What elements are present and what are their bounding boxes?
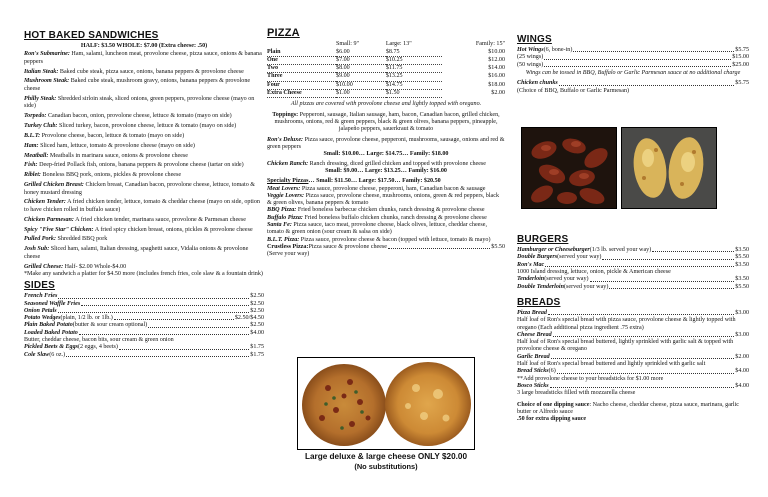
specialty-item — [267, 215, 505, 222]
chicken-chunks — [517, 80, 749, 87]
bread-price: $3.00 — [735, 331, 749, 338]
wing-item-name: Hot Wings — [517, 47, 544, 53]
sandwich-item — [24, 113, 264, 120]
side-item — [24, 308, 264, 315]
grilled-cheese — [24, 264, 264, 271]
burger-item — [517, 247, 749, 254]
side-item — [24, 293, 264, 300]
burger-item-price: $3.50 — [735, 247, 749, 253]
sandwich-desc: Provolone cheese, bacon, lettuce & tomato (mayo on side) — [40, 132, 185, 139]
pizza-price-large: $1.50 — [386, 90, 442, 98]
pizza-row — [267, 65, 505, 73]
burger-item-price: $5.50 — [735, 283, 749, 290]
sandwich-name: Meatball: — [24, 152, 49, 159]
rons-mac-desc: 1000 Island dressing, lettuce, onion, pickle & American cheese — [517, 268, 671, 275]
wings-note: Wings can be tossed in BBQ, Buffalo or Garlic Parmesan sauce at no additional charge — [525, 69, 741, 76]
bread-desc: Half loaf of Ron's special bread buttered and lightly sprinkled with garlic salt — [517, 361, 706, 368]
pizza-size-name: Plain — [267, 49, 336, 57]
sandwich-desc: Canadian bacon, onion, provolone cheese, lettuce & tomato (mayo on side) — [46, 112, 232, 119]
sandwich-name: Torpedo: — [24, 112, 47, 119]
bread-desc: Half loaf of Ron's special bread buttered, lightly sprinkled with garlic salt & topped with provolone cheese & oregano — [517, 339, 734, 353]
pizza-covered-note: All pizzas are covered with provolone cheese and lightly topped with oregano. — [290, 101, 482, 108]
side-item-name: Seasoned Waffle Fries — [24, 300, 81, 307]
wing-item — [517, 54, 749, 61]
crustless-note: (Serve your way) — [267, 251, 310, 258]
breads-list — [517, 310, 749, 398]
side-item-detail: (butter & sour cream optional) — [72, 322, 148, 329]
burger-item-name: Double Tenderloin — [517, 283, 565, 290]
burger-item-detail: (served your way) — [544, 276, 589, 283]
bread-name: Bread Sticks — [517, 368, 549, 375]
pizza-price-small: $1.00 — [336, 90, 386, 98]
pizza-size-name: Two — [267, 65, 336, 73]
sandwich-desc: Meatballs in marinara sauce, onions & provolone cheese — [48, 152, 188, 159]
pizza-price-small: $10.00 — [336, 81, 386, 89]
specialty-header — [267, 178, 505, 185]
sandwich-desc: Shredded sirloin steak, sliced onions, green peppers, provolone cheese (mayo on side) — [24, 95, 255, 109]
pizza-price-large: $14.75 — [386, 81, 442, 89]
side-item-name: Pickled Beets & Eggs — [24, 344, 78, 351]
burgers-list — [517, 247, 749, 269]
pizza-price-small: $8.00 — [336, 65, 386, 73]
pizza-header-small: Small: 9" — [336, 41, 359, 48]
hot-sandwiches-prices: HALF: $3.50 WHOLE: $7.00 (Extra cheese: .50) — [80, 43, 208, 49]
bread-price: $4.00 — [735, 383, 749, 389]
crustless-price: $5.50 — [491, 244, 505, 250]
dipping-sauce-options: : Nacho cheese, cheddar cheese, pizza sauce, marinara, garlic butter or Alfredo sauce — [517, 401, 740, 415]
burger-item — [517, 284, 749, 291]
burger-item — [517, 276, 749, 283]
bread-name: Pizza Bread — [517, 309, 547, 316]
sandwich-desc: A fried chicken tender, marinara sauce, provolone & Parmesan cheese — [73, 216, 246, 223]
side-item-detail: (plain, 1/2 lb. or 1lb.) — [60, 315, 113, 322]
pizza-rows — [267, 49, 505, 98]
sandwich-name: Chicken Parmesan: — [24, 216, 74, 223]
pizza-title: PIZZA — [267, 27, 300, 39]
side-item-name: Loaded Baked Potato — [24, 329, 78, 336]
side-item-name: Plain Baked Potato — [24, 322, 73, 329]
bread-name: Garlic Bread — [517, 353, 550, 360]
side-item-detail: (6 oz.) — [49, 351, 66, 358]
pizza-size-name: One — [267, 56, 336, 64]
sandwich-name: Italian Steak: — [24, 68, 59, 75]
loaded-potato-desc: Butter, cheddar cheese, bacon bits, sour cream & green onion — [24, 337, 174, 344]
wing-item-detail: (50 wings) — [517, 61, 544, 68]
sandwich-desc: Deep-fried Pollack fish, onions, banana peppers & provolone cheese (tartar on side) — [37, 162, 244, 169]
sides-title: SIDES — [24, 280, 56, 292]
pizza-column — [267, 0, 505, 497]
pizza-promo-sub: (No substitutions) — [354, 462, 418, 471]
sandwich-desc: A fried spicy chicken breast, onions, pickles & provolone cheese — [93, 226, 253, 233]
sandwich-desc: Baked cube steak, mushroom gravy, onions, banana peppers & provolone cheese — [24, 78, 251, 92]
specialty-desc: Fried boneless barbecue chicken chunks, ranch dressing & provolone cheese — [296, 207, 485, 214]
toppings-list: Pepperoni, sausage, Italian sausage, ham, bacon, Canadian bacon, grilled chicken, mushrooms, onions, red & green peppers, black & green olives, banana peppers, pineapple, jalapeño peppers, sauerkraut & tomato — [274, 111, 500, 133]
sandwich-name: Pulled Pork: — [24, 236, 56, 243]
pizza-price-family: $2.00 — [491, 90, 505, 97]
pizza-price-family: $12.00 — [488, 56, 505, 63]
side-item — [24, 330, 264, 337]
side-item-price: $2.50/$4.50 — [234, 315, 264, 322]
specialty-item — [267, 237, 505, 244]
bread-desc: **Add provolone cheese to your breadsticks for $1.00 more — [517, 375, 664, 382]
pizza-price-large: $10.25 — [386, 56, 442, 64]
pizza-header-large: Large: 13" — [385, 41, 412, 48]
specialty-name: Buffalo Pizza: — [267, 214, 303, 221]
wing-item-detail: (6, bone-in) — [543, 47, 573, 53]
pizza-price-large: $11.75 — [386, 65, 442, 73]
pizza-header-family: Family: 15" — [475, 41, 505, 48]
side-item — [24, 301, 264, 308]
sandwich-desc: Sliced ham, lettuce, tomato & provolone cheese (mayo on side) — [38, 142, 195, 149]
specialty-name: Meat Lovers: — [267, 185, 301, 192]
sandwich-item — [24, 96, 264, 111]
sandwich-item — [24, 69, 264, 76]
wing-item — [517, 47, 749, 54]
pizza-price-table — [267, 41, 505, 98]
deluxe-pizza-shape — [302, 364, 386, 446]
sides-list-2 — [24, 344, 264, 359]
side-item-name: Onion Petals — [24, 307, 57, 314]
side-item-name: Potato Wedges — [24, 315, 61, 322]
sandwich-desc: Boneless BBQ pork, onions, pickles & provolone cheese — [40, 172, 182, 179]
bread-name: Cheese Bread — [517, 331, 552, 338]
pizza-price-small: $6.00 — [336, 49, 386, 57]
sandwich-item — [24, 133, 264, 140]
wings-title: WINGS — [517, 34, 552, 45]
sandwich-item — [24, 246, 264, 261]
burger-item-detail: (served your way) — [564, 283, 609, 290]
pizza-price-family: $16.00 — [488, 73, 505, 80]
chicken-ranch — [267, 161, 505, 168]
side-item-name: Cole Slaw — [24, 351, 50, 358]
sandwich-name: Ham: — [24, 142, 39, 149]
pizza-price-family: $14.00 — [488, 65, 505, 72]
sandwich-name: Grilled Chicken Breast: — [24, 182, 84, 189]
crustless-desc: Pizza sauce & provolone cheese — [308, 244, 387, 250]
wings-image — [522, 128, 616, 208]
wing-item-detail: (25 wings) — [517, 54, 544, 61]
chicken-ranch-label: Chicken Ranch: — [267, 160, 309, 167]
chicken-chunks-name: Chicken chunks — [517, 80, 558, 87]
sandwich-name: Ron's Submarine: — [24, 51, 70, 58]
wing-item-price: $5.75 — [735, 47, 749, 53]
specialty-item — [267, 186, 505, 193]
sandwich-name: Turkey Club: — [24, 122, 58, 129]
sandwich-name: Josh Sub: — [24, 246, 50, 253]
bread-price: $3.00 — [735, 309, 749, 316]
toppings-label: Toppings: — [272, 111, 299, 118]
pizza-price-large: $13.25 — [386, 73, 442, 81]
side-item-detail: (2 eggs, 4 beets) — [78, 344, 118, 351]
garlic-wings-photo — [621, 127, 717, 209]
sandwich-item — [24, 182, 264, 197]
side-item-name: French Fries — [24, 293, 58, 300]
dipping-sauce-extra: .50 for extra dipping sauce — [517, 416, 587, 423]
bread-desc: Half loaf of Ron's special bread with pizza sauce, provolone cheese & lightly topped with oregano (Each additional pizza ingredient .75 extra) — [517, 317, 736, 331]
garlic-wings-image — [622, 128, 716, 208]
bread-item — [517, 354, 749, 361]
rons-deluxe-label: Ron's Deluxe: — [267, 136, 304, 143]
burger-item — [517, 254, 749, 261]
sandwich-name: Riblet: — [24, 172, 41, 179]
sandwich-item — [24, 123, 264, 130]
specialty-name: Veggie Lovers: — [267, 192, 305, 199]
pizza-price-family: $10.00 — [488, 48, 505, 55]
side-item-price: $2.50 — [250, 293, 264, 300]
burger-item-price: $3.50 — [735, 261, 749, 268]
platter-note: *Make any sandwich a platter for $4.50 more (includes french fries, cole slaw & a fountain drink) — [24, 270, 263, 277]
side-item-price: $2.50 — [250, 300, 264, 307]
side-item — [24, 344, 264, 351]
sandwich-desc: Baked cube steak, pizza sauce, onions, banana peppers & provolone cheese — [58, 68, 244, 75]
sandwich-desc: Sliced ham, salami, Italian dressing, spaghetti sauce, Vidalia onions & provolone cheese — [24, 246, 249, 260]
sandwich-name: Mushroom Steak: — [24, 78, 70, 85]
pizza-size-name: Four — [267, 81, 336, 89]
burgers-title: BURGERS — [517, 234, 569, 245]
crustless-label: Crustless Pizza: — [267, 244, 309, 250]
grilled-cheese-label: Grilled Cheese: — [24, 263, 64, 270]
side-item-price: $2.50 — [250, 307, 264, 314]
dipping-sauce — [517, 402, 749, 417]
bread-price: $4.00 — [735, 368, 749, 375]
chicken-chunks-price: $5.75 — [735, 80, 749, 87]
pizza-row — [267, 81, 505, 89]
specialty-item — [267, 193, 505, 208]
specialty-desc: Pizza sauce, taco meat, provolone cheese, black olives, lettuce, cheddar cheese, tomato & green onion (sour cream & salsa on side) — [267, 222, 487, 236]
sandwich-item — [24, 227, 264, 234]
bread-desc: 3 large breadsticks filled with mozzarella cheese — [517, 390, 636, 397]
side-item-price: $1.75 — [250, 351, 264, 358]
sandwich-item — [24, 153, 264, 160]
specialty-desc: Pizza sauce, provolone cheese & bacon (topped with lettuce, tomato & mayo) — [299, 236, 491, 243]
sandwich-name: B.L.T: — [24, 132, 41, 139]
sandwich-desc: Ham, salami, luncheon meat, provolone cheese, pizza sauce, onions & banana peppers — [24, 51, 262, 65]
pizza-price-small: $7.00 — [336, 56, 386, 64]
pizza-size-name: Extra Cheese — [267, 90, 336, 98]
rons-deluxe-desc: Pizza sauce, provolone cheese, pepperoni, mushrooms, sausage, onions and red & green peppers — [267, 136, 505, 150]
pizza-price-small: $9.00 — [336, 73, 386, 81]
sandwich-desc: Chicken breast, Canadian bacon, provolone cheese, lettuce, tomato & honey mustard dressing — [24, 182, 256, 196]
breads-title: BREADS — [517, 296, 561, 308]
wing-item — [517, 62, 749, 69]
side-item-price: $4.00 — [250, 329, 264, 336]
burger-item-detail: (served your way) — [557, 254, 602, 261]
sandwich-item — [24, 236, 264, 243]
side-item-price: $1.75 — [250, 344, 264, 351]
rons-deluxe — [267, 137, 505, 152]
sandwich-name: Fish: — [24, 162, 38, 169]
pizza-promo: Large deluxe & large cheese ONLY $20.00 — [304, 452, 468, 461]
wings-column — [517, 0, 749, 497]
hot-sandwiches-column — [24, 0, 264, 497]
sandwich-item — [24, 162, 264, 169]
sandwich-item — [24, 217, 264, 224]
burgers-list-2 — [517, 276, 749, 291]
burger-item-name: Double Burgers — [517, 254, 558, 261]
side-item-price: $2.50 — [250, 322, 264, 329]
bread-detail: (6) — [548, 368, 556, 375]
sandwich-item — [24, 78, 264, 93]
toppings — [267, 112, 505, 134]
specialty-name: BBQ Pizza: — [267, 207, 297, 214]
sandwich-desc: A fried chicken tender, lettuce, tomato & cheddar cheese (mayo on side, option to have chicken rolled in buffalo sauce) — [24, 199, 260, 213]
chicken-ranch-desc: Ranch dressing, diced grilled chicken and topped with provolone cheese — [308, 160, 486, 167]
specialty-list — [267, 186, 505, 245]
chicken-chunks-desc: (Choice of BBQ, Buffalo or Garlic Parmesan) — [517, 87, 630, 94]
pizza-row — [267, 73, 505, 81]
side-item — [24, 352, 264, 359]
burger-item-name: Hamburger or Cheeseburger — [517, 247, 590, 253]
specialty-name: Santa Fe: — [267, 222, 292, 229]
burger-item-name: Tenderloin — [517, 276, 545, 283]
pizza-image — [298, 358, 474, 449]
pizza-row — [267, 56, 505, 64]
sandwich-name: Chicken Tender: — [24, 199, 66, 206]
wing-item-price: $25.00 — [732, 61, 749, 68]
specialty-desc: Fried boneless buffalo chicken chunks, ranch dressing & provolone cheese — [302, 214, 487, 221]
cheese-pizza-shape — [385, 362, 471, 446]
specialty-item — [267, 222, 505, 237]
wings-list — [517, 47, 749, 69]
bread-name: Bosco Sticks — [517, 383, 549, 389]
sandwich-item — [24, 199, 264, 214]
dipping-sauce-label: Choice of one dipping sauce — [517, 401, 590, 408]
sides-list — [24, 293, 264, 337]
sandwich-item — [24, 143, 264, 150]
grilled-cheese-prices: Half- $2.00 Whole-$4.00 — [63, 263, 127, 270]
sandwich-item — [24, 172, 264, 179]
rons-deluxe-prices: Small: $10.00… Large: $14.75… Family: $18.00 — [323, 151, 449, 158]
hot-sandwiches-title: HOT BAKED SANDWICHES — [24, 30, 159, 41]
sandwich-desc: Sliced turkey, bacon, provolone cheese, lettuce & tomato (mayo on side) — [57, 122, 237, 129]
sandwich-name: Philly Steak: — [24, 95, 57, 102]
burger-item-detail: (1/3 lb. served your way) — [589, 247, 652, 253]
specialty-desc: Pizza sauce, provolone cheese, mushrooms, onions, green & red peppers, black & green olives, banana peppers & tomato — [267, 192, 500, 207]
chicken-ranch-prices: Small: $9.00… Large: $13.25… Family: $16.00 — [325, 167, 447, 174]
side-item — [24, 322, 264, 329]
pizza-price-family: $18.00 — [488, 81, 505, 88]
burger-item — [517, 262, 749, 269]
pizza-size-name: Three — [267, 73, 336, 81]
specialty-prices: … Small: $11.50… Large: $17.50… Family: $20.50 — [308, 178, 441, 185]
specialty-desc: Pizza sauce, provolone cheese, pepperoni, ham, Canadian bacon & sausage — [300, 185, 486, 192]
sandwich-list — [24, 51, 264, 261]
wings-photo — [521, 127, 617, 209]
specialty-name: B.L.T. Pizza: — [267, 236, 300, 243]
burger-item-name: Ron's Mac — [517, 261, 545, 268]
burger-item-price: $5.50 — [735, 254, 749, 261]
sandwich-item — [24, 51, 264, 66]
sandwich-desc: Shredded BBQ pork — [56, 236, 108, 243]
pizza-row — [267, 49, 505, 57]
burgers-section — [517, 234, 749, 424]
bread-price: $2.00 — [735, 353, 749, 360]
burger-item-price: $3.50 — [735, 276, 749, 283]
specialty-item — [267, 207, 505, 214]
pizza-photo — [297, 357, 475, 450]
pizza-price-large: $8.75 — [386, 49, 442, 57]
sandwich-name: Spicy "Five Star" Chicken: — [24, 226, 94, 233]
wing-item-price: $15.00 — [732, 54, 749, 61]
specialty-label: Specialty Pizzas — [267, 178, 309, 185]
bread-item — [517, 368, 749, 375]
pizza-row — [267, 90, 505, 98]
